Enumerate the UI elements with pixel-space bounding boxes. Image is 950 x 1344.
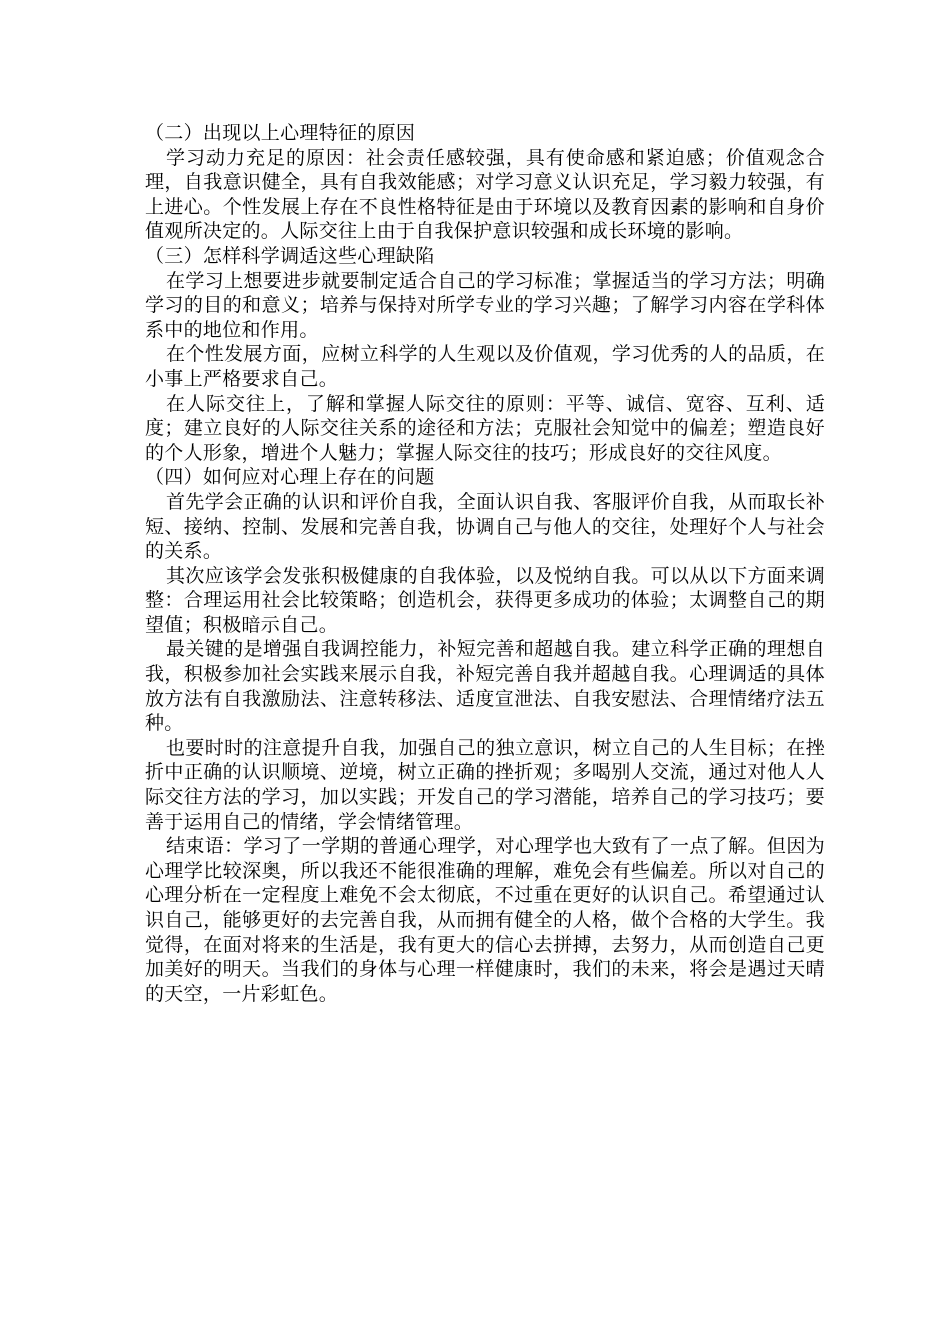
document-body [145,121,825,1006]
paragraph-motivation-reasons: 学习动力充足的原因：社会责任感较强，具有使命感和紧迫感；价值观念合理，自我意识健全，具有自我效能感；对学习意义认识充足，学习毅力较强，有上进心。个性发展上存在不良性格特征是由于环境以及教育因素的影响和自身价值观所决定的。人际交往上由于自我保护意识较强和成长环境的影响。 [145,146,825,243]
section-heading-3: （三）怎样科学调适这些心理缺陷 [145,244,435,267]
section-heading-2: （二）出现以上心理特征的原因 [145,122,416,144]
section-heading-4: （四）如何应对心理上存在的问题 [145,466,435,489]
paragraph-self-improvement: 也要时时的注意提升自我，加强自己的独立意识，树立自己的人生目标；在挫折中正确的认识顺境、逆境，树立正确的挫折观；多喝别人交流，通过对他人人际交往方法的学习，加以实践；开发自己的学习潜能，培养自己的学习技巧；要善于运用自己的情绪，学会情绪管理。 [145,736,825,833]
paragraph-self-experience: 其次应该学会发张积极健康的自我体验，以及悦纳自我。可以从以下方面来调整：合理运用社会比较策略；创造机会，获得更多成功的体验；太调整自己的期望值；积极暗示自己。 [145,564,825,636]
paragraph-personality-development: 在个性发展方面，应树立科学的人生观以及价值观，学习优秀的人的品质，在小事上严格要求自己。 [145,343,825,390]
paragraph-self-control: 最关键的是增强自我调控能力，补短完善和超越自我。建立科学正确的理想自我，积极参加社会实践来展示自我，补短完善自我并超越自我。心理调适的具体放方法有自我激励法、注意转移法、适度宣泄法、自我安慰法、合理情绪疗法五种。 [145,638,825,735]
paragraph-interpersonal: 在人际交往上，了解和掌握人际交往的原则：平等、诚信、宽容、互利、适度；建立良好的人际交往关系的途径和方法；克服社会知觉中的偏差；塑造良好的个人形象，增进个人魅力；掌握人际交往的技巧；形成良好的交往风度。 [145,392,825,464]
paragraph-study-adjustment: 在学习上想要进步就要制定适合自己的学习标准；掌握适当的学习方法；明确学习的目的和意义；培养与保持对所学专业的学习兴趣；了解学习内容在学科体系中的地位和作用。 [145,269,825,341]
paragraph-conclusion: 结束语：学习了一学期的普通心理学，对心理学也大致有了一点了解。但因为心理学比较深奥，所以我还不能很准确的理解，难免会有些偏差。所以对自己的心理分析在一定程度上难免不会太彻底，不过重在更好的认识自己。希望通过认识自己，能够更好的去完善自我，从而拥有健全的人格，做个合格的大学生。我觉得，在面对将来的生活是，我有更大的信心去拼搏，去努力，从而创造自己更加美好的明天。当我们的身体与心理一样健康时，我们的未来，将会是遇过天晴的天空，一片彩虹色。 [145,835,825,1005]
paragraph-self-cognition: 首先学会正确的认识和评价自我，全面认识自我、客服评价自我，从而取长补短、接纳、控制、发展和完善自我，协调自己与他人的交往，处理好个人与社会的关系。 [145,490,825,563]
